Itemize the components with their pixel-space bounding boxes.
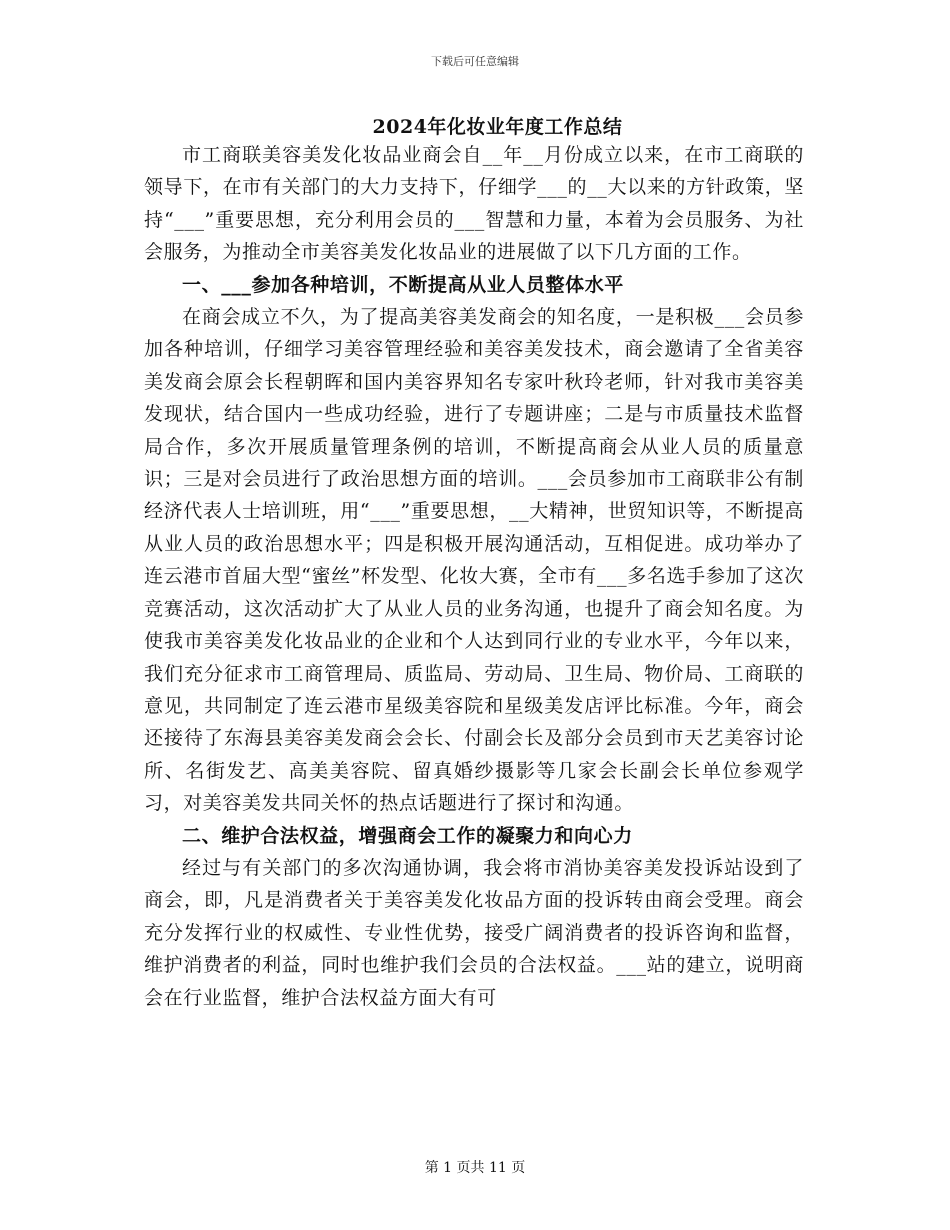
section-1-paragraph: 在商会成立不久，为了提高美容美发商会的知名度，一是积极___会员参加各种培训，仔细学习美容管理经验和美容美发技术，商会邀请了全省美容美发商会原会长程朝晖和国内美容界知名专家叶秋玲老师，针对我市美容美发现状，结合国内一些成功经验，进行了专题讲座；二是与市质量技术监督局合作，多次开展质量管理条例的培训，不断提高商会从业人员的质量意识；三是对会员进行了政治思想方面的培训。___会员参加市工商联非公有制经济代表人士培训班，用“___”重要思想，__大精神，世贸知识等，不断提高从业人员的政治思想水平；四是积极开展沟通活动，互相促进。成功举办了连云港市首届大型“蜜丝”杯发型、化妆大赛，全市有___多名选手参加了这次竞赛活动，这次活动扩大了从业人员的业务沟通，也提升了商会知名度。为使我市美容美发化妆品业的企业和个人达到同行业的专业水平，今年以来，我们充分征求市工商管理局、质监局、劳动局、卫生局、物价局、工商联的意见，共同制定了连云港市星级美容院和星级美发店评比标准。今年，商会还接待了东海县美容美发商会会长、付副会长及部分会员到市天艺美容讨论所、名街发艺、高美美容院、留真婚纱摄影等几家会长副会长单位参观学习，对美容美发共同关怀的热点话题进行了探讨和沟通。 bbox=[144, 306, 804, 815]
section-heading-1: 一、___参加各种培训，不断提高从业人员整体水平 bbox=[182, 273, 624, 296]
intro-paragraph: 市工商联美容美发化妆品业商会自__年__月份成立以来，在市工商联的领导下，在市有关部门的大力支持下，仔细学___的__大以来的方针政策，坚持“___”重要思想，充分利用会员的___智慧和力量，本着为会员服务、为社会服务，为推动全市美容美发化妆品业的进展做了以下几方面的工作。 bbox=[144, 144, 804, 264]
document-title: 2024年化妆业年度工作总结 bbox=[372, 116, 623, 138]
section-heading-2: 二、维护合法权益，增强商会工作的凝聚力和向心力 bbox=[182, 824, 633, 847]
section-2-paragraph: 经过与有关部门的多次沟通协调，我会将市消协美容美发投诉站设到了商会，即，凡是消费者关于美容美发化妆品方面的投诉转由商会受理。商会充分发挥行业的权威性、专业性优势，接受广阔消费者的投诉咨询和监督，维护消费者的利益，同时也维护我们会员的合法权益。___站的建立，说明商会在行业监督，维护合法权益方面大有可 bbox=[144, 856, 804, 1009]
document-body bbox=[144, 139, 804, 1014]
header-note: 下载后可任意编辑 bbox=[431, 55, 519, 68]
page-number: 第 1 页共 11 页 bbox=[424, 1160, 526, 1176]
